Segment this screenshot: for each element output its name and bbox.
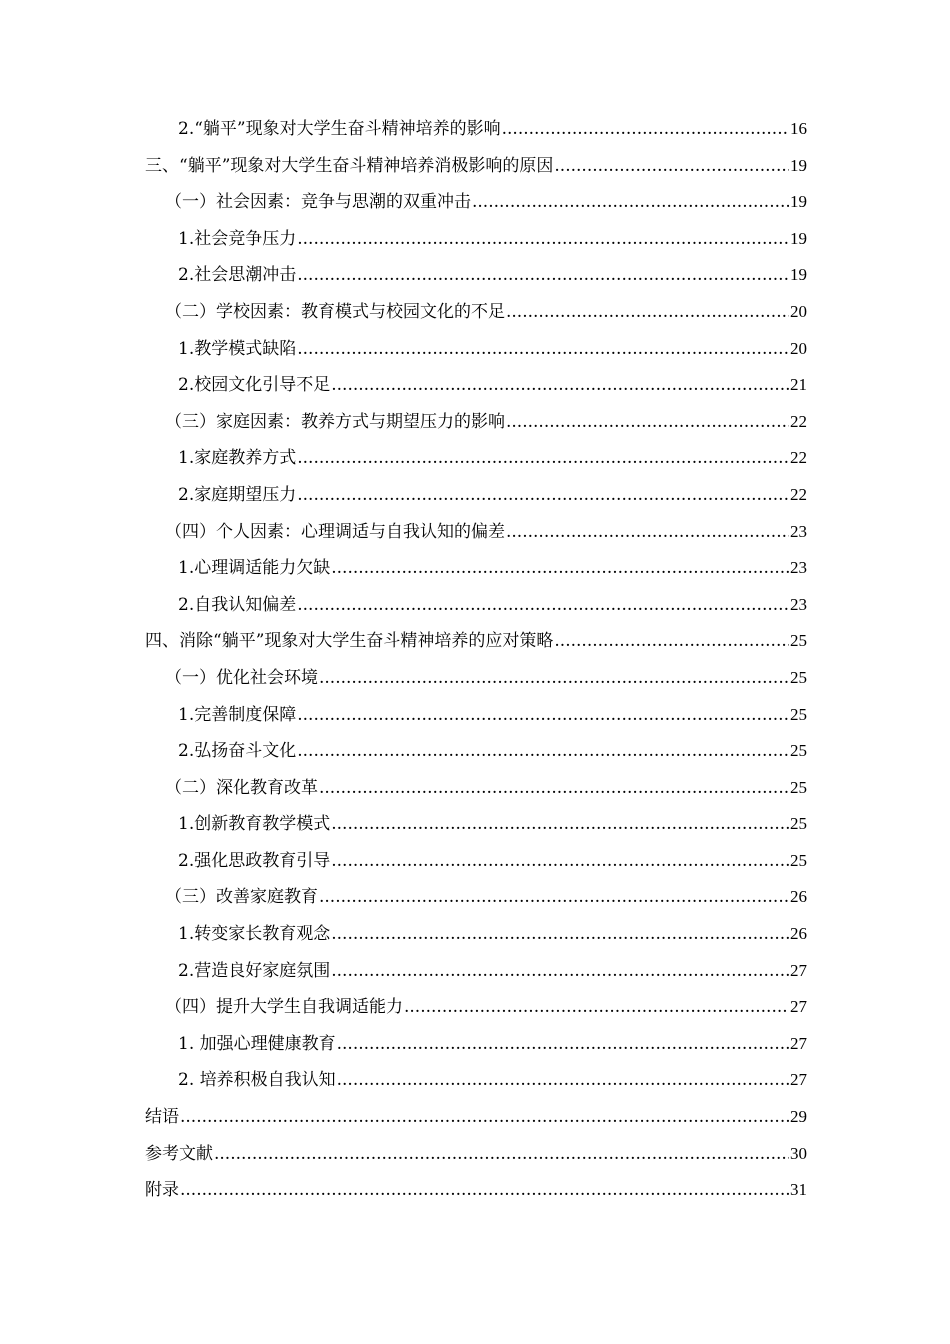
- toc-entry-title: 1.创新教育教学模式: [178, 814, 331, 835]
- toc-dot-leader: [180, 1172, 789, 1209]
- toc-dot-leader: [319, 660, 789, 697]
- toc-page-number: 25: [790, 631, 807, 651]
- toc-entry[interactable]: [145, 257, 807, 294]
- toc-dot-leader: [331, 953, 789, 990]
- toc-entry[interactable]: [145, 697, 807, 734]
- toc-entry[interactable]: [145, 550, 807, 587]
- toc-page-number: 29: [790, 1107, 807, 1127]
- toc-page-number: 22: [790, 411, 807, 431]
- table-of-contents: [145, 111, 807, 1209]
- toc-entry-title: （四）提升大学生自我调适能力: [165, 997, 403, 1018]
- toc-dot-leader: [297, 440, 789, 477]
- toc-page-number: 19: [790, 265, 807, 285]
- toc-entry-title: 2.家庭期望压力: [178, 484, 297, 505]
- toc-dot-leader: [297, 477, 789, 514]
- toc-page-number: 23: [790, 594, 807, 614]
- toc-page-number: 26: [790, 924, 807, 944]
- toc-entry[interactable]: [145, 404, 807, 441]
- toc-entry[interactable]: [145, 879, 807, 916]
- toc-entry[interactable]: [145, 770, 807, 807]
- toc-entry-title: 2.自我认知偏差: [178, 594, 297, 615]
- toc-dot-leader: [554, 148, 789, 185]
- toc-page-number: 30: [790, 1143, 807, 1163]
- toc-entry[interactable]: [145, 806, 807, 843]
- toc-entry[interactable]: [145, 294, 807, 331]
- toc-dot-leader: [337, 1062, 789, 1099]
- toc-page-number: 21: [790, 375, 807, 395]
- toc-dot-leader: [331, 843, 789, 880]
- toc-dot-leader: [214, 1136, 789, 1173]
- toc-entry[interactable]: [145, 1026, 807, 1063]
- toc-entry-title: 结语: [145, 1107, 179, 1128]
- toc-entry[interactable]: [145, 953, 807, 990]
- toc-entry-title: 1.家庭教养方式: [178, 448, 297, 469]
- toc-dot-leader: [319, 879, 789, 916]
- toc-dot-leader: [297, 733, 789, 770]
- toc-entry[interactable]: [145, 514, 807, 551]
- toc-entry-title: （四）个人因素：心理调适与自我认知的偏差: [165, 521, 505, 542]
- toc-dot-leader: [404, 989, 789, 1026]
- toc-entry-title: 2.弘扬奋斗文化: [178, 741, 297, 762]
- toc-dot-leader: [506, 514, 789, 551]
- toc-entry-title: 1.心理调适能力欠缺: [178, 558, 331, 579]
- toc-entry-title: （二）学校因素：教育模式与校园文化的不足: [165, 301, 505, 322]
- toc-entry[interactable]: [145, 221, 807, 258]
- toc-entry-title: 参考文献: [145, 1143, 213, 1164]
- toc-page-number: 25: [790, 850, 807, 870]
- toc-entry[interactable]: [145, 733, 807, 770]
- toc-dot-leader: [297, 221, 789, 258]
- toc-entry-title: 2. 培养积极自我认知: [178, 1070, 336, 1091]
- toc-page-number: 19: [790, 192, 807, 212]
- toc-entry[interactable]: [145, 843, 807, 880]
- toc-dot-leader: [297, 331, 789, 368]
- toc-entry[interactable]: [145, 1172, 807, 1209]
- toc-page-number: 27: [790, 1033, 807, 1053]
- toc-page-number: 23: [790, 558, 807, 578]
- toc-dot-leader: [331, 550, 789, 587]
- toc-entry-title: 附录: [145, 1180, 179, 1201]
- toc-page-number: 31: [790, 1180, 807, 1200]
- toc-entry-title: （一）社会因素：竞争与思潮的双重冲击: [165, 192, 471, 213]
- toc-entry-title: 2.“躺平”现象对大学生奋斗精神培养的影响: [178, 119, 501, 139]
- toc-dot-leader: [331, 806, 789, 843]
- toc-entry[interactable]: [145, 440, 807, 477]
- toc-entry[interactable]: [145, 1136, 807, 1173]
- toc-entry[interactable]: [145, 184, 807, 221]
- toc-page-number: 27: [790, 997, 807, 1017]
- toc-page-number: 27: [790, 1070, 807, 1090]
- toc-entry-title: 2.校园文化引导不足: [178, 375, 331, 396]
- toc-dot-leader: [331, 916, 789, 953]
- toc-page-number: 27: [790, 960, 807, 980]
- toc-entry-title: （三）家庭因素：教养方式与期望压力的影响: [165, 411, 505, 432]
- toc-entry-title: 1.完善制度保障: [178, 704, 297, 725]
- toc-page-number: 19: [790, 155, 807, 175]
- toc-page-number: 23: [790, 521, 807, 541]
- toc-page-number: 25: [790, 704, 807, 724]
- toc-page-number: 25: [790, 814, 807, 834]
- toc-entry-title: 1.社会竞争压力: [178, 228, 297, 249]
- toc-entry-title: 四、消除“躺平”现象对大学生奋斗精神培养的应对策略: [145, 631, 554, 652]
- toc-entry[interactable]: [145, 587, 807, 624]
- toc-dot-leader: [502, 111, 789, 148]
- toc-entry-title: 1.教学模式缺陷: [178, 338, 297, 359]
- toc-entry[interactable]: [145, 367, 807, 404]
- toc-entry-title: （二）深化教育改革: [165, 777, 318, 798]
- toc-dot-leader: [506, 294, 789, 331]
- toc-entry[interactable]: [145, 660, 807, 697]
- toc-entry[interactable]: [145, 331, 807, 368]
- toc-dot-leader: [472, 184, 789, 221]
- toc-page-number: 20: [790, 338, 807, 358]
- toc-page-number: 22: [790, 448, 807, 468]
- toc-page-number: 25: [790, 741, 807, 761]
- toc-entry-title: （三）改善家庭教育: [165, 887, 318, 908]
- toc-page-number: 26: [790, 887, 807, 907]
- toc-page-number: 22: [790, 484, 807, 504]
- toc-dot-leader: [297, 587, 789, 624]
- toc-page-number: 25: [790, 777, 807, 797]
- toc-dot-leader: [554, 623, 789, 660]
- toc-dot-leader: [319, 770, 789, 807]
- toc-dot-leader: [331, 367, 789, 404]
- toc-page-number: 19: [790, 228, 807, 248]
- toc-entry[interactable]: [145, 148, 807, 185]
- toc-entry[interactable]: [145, 1062, 807, 1099]
- toc-entry-title: 1. 加强心理健康教育: [178, 1033, 336, 1054]
- toc-dot-leader: [297, 257, 789, 294]
- toc-dot-leader: [337, 1026, 789, 1063]
- toc-page-number: 25: [790, 667, 807, 687]
- toc-dot-leader: [180, 1099, 789, 1136]
- toc-entry[interactable]: [145, 916, 807, 953]
- toc-page-number: 16: [790, 119, 807, 138]
- toc-entry[interactable]: [145, 477, 807, 514]
- toc-dot-leader: [506, 404, 789, 441]
- toc-entry[interactable]: [145, 623, 807, 660]
- toc-entry-title: 2.营造良好家庭氛围: [178, 960, 331, 981]
- toc-entry[interactable]: [145, 989, 807, 1026]
- toc-entry[interactable]: [145, 1099, 807, 1136]
- toc-entry-title: 2.社会思潮冲击: [178, 265, 297, 286]
- toc-entry-title: 三、“躺平”现象对大学生奋斗精神培养消极影响的原因: [145, 155, 554, 176]
- toc-entry-title: （一）优化社会环境: [165, 667, 318, 688]
- toc-entry-title: 1.转变家长教育观念: [178, 924, 331, 945]
- toc-dot-leader: [297, 697, 789, 734]
- toc-entry[interactable]: [145, 111, 807, 148]
- toc-entry-title: 2.强化思政教育引导: [178, 850, 331, 871]
- toc-page-number: 20: [790, 301, 807, 321]
